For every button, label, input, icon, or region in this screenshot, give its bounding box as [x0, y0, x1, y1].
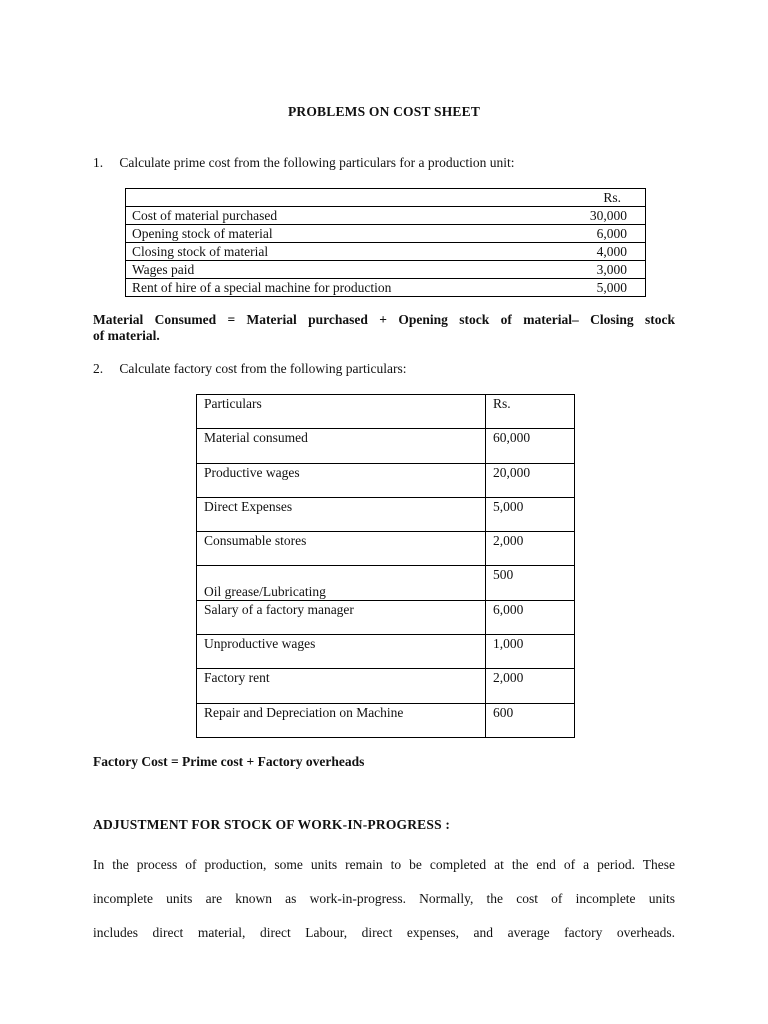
row-label: Rent of hire of a special machine for production: [132, 280, 392, 295]
table-row: [126, 260, 645, 278]
row-label: Oil grease/Lubricating: [204, 583, 326, 599]
row-value: 600: [493, 704, 514, 720]
row-label: Opening stock of material: [132, 226, 273, 241]
row-value: 30,000: [589, 208, 627, 223]
paragraph-line: In the process of production, some units remain to be completed at the end of a period. These: [93, 857, 675, 872]
table-row: [197, 497, 574, 531]
question-2-number: 2.: [93, 361, 104, 376]
table-row: [126, 278, 645, 296]
row-value: 4,000: [596, 244, 627, 259]
question-1-number: 1.: [93, 155, 104, 170]
page-title: PROBLEMS ON COST SHEET: [287, 104, 481, 119]
wip-paragraph: [93, 848, 675, 950]
row-label: Unproductive wages: [197, 635, 486, 668]
table-row: [197, 565, 574, 599]
table-row: [197, 531, 574, 565]
row-value: 3,000: [596, 262, 627, 277]
row-label: Closing stock of material: [132, 244, 269, 259]
row-value: 2,000: [493, 533, 524, 549]
table-row: [126, 206, 645, 224]
table-header-value: Rs.: [603, 190, 621, 205]
header-rs: Rs.: [493, 396, 511, 411]
prime-cost-table: [125, 188, 646, 297]
row-label: Wages paid: [132, 262, 195, 277]
row-value: 500: [493, 567, 514, 583]
row-label: Cost of material purchased: [132, 208, 278, 223]
row-label: Salary of a factory manager: [197, 601, 486, 634]
table-row: [126, 224, 645, 242]
row-value: 20,000: [493, 464, 531, 480]
row-label: Productive wages: [197, 464, 486, 497]
row-value: 6,000: [596, 226, 627, 241]
paragraph-line: includes direct material, direct Labour, direct expenses, and average factory overheads.: [93, 925, 675, 940]
row-label: Repair and Depreciation on Machine: [197, 704, 486, 737]
table-header-row: [126, 189, 645, 206]
row-label: Material consumed: [197, 429, 486, 462]
material-consumed-formula: [93, 312, 675, 344]
row-value: 1,000: [493, 636, 524, 652]
row-value: 5,000: [596, 280, 627, 295]
question-1: [93, 155, 515, 171]
row-label: Consumable stores: [197, 532, 486, 565]
paragraph-line: incomplete units are known as work-in-progress. Normally, the cost of incomplete units: [93, 891, 675, 906]
table-row: [126, 242, 645, 260]
formula-line: of material.: [93, 328, 160, 343]
header-particulars: Particulars: [197, 395, 486, 428]
table-row: [197, 463, 574, 497]
row-value: 2,000: [493, 670, 524, 686]
question-2: [93, 361, 407, 377]
question-1-text: Calculate prime cost from the following particulars for a production unit:: [119, 155, 515, 170]
table-row: [197, 600, 574, 634]
table-row: [197, 668, 574, 702]
row-value: 5,000: [493, 498, 524, 514]
question-2-text: Calculate factory cost from the following particulars:: [119, 361, 407, 376]
table-header-row: [197, 395, 574, 428]
row-label: Factory rent: [197, 669, 486, 702]
row-value: 6,000: [493, 601, 524, 617]
row-label-cell: [197, 566, 486, 599]
formula-line: Material Consumed = Material purchased + Opening stock of material– Closing stock: [93, 312, 675, 327]
row-label: Direct Expenses: [197, 498, 486, 531]
factory-cost-table: [196, 394, 575, 738]
section-heading: ADJUSTMENT FOR STOCK OF WORK-IN-PROGRESS :: [93, 817, 451, 832]
table-row: [197, 428, 574, 462]
table-row: [197, 703, 574, 737]
row-value: 60,000: [493, 430, 531, 446]
table-row: [197, 634, 574, 668]
factory-cost-formula: Factory Cost = Prime cost + Factory overheads: [93, 754, 365, 769]
